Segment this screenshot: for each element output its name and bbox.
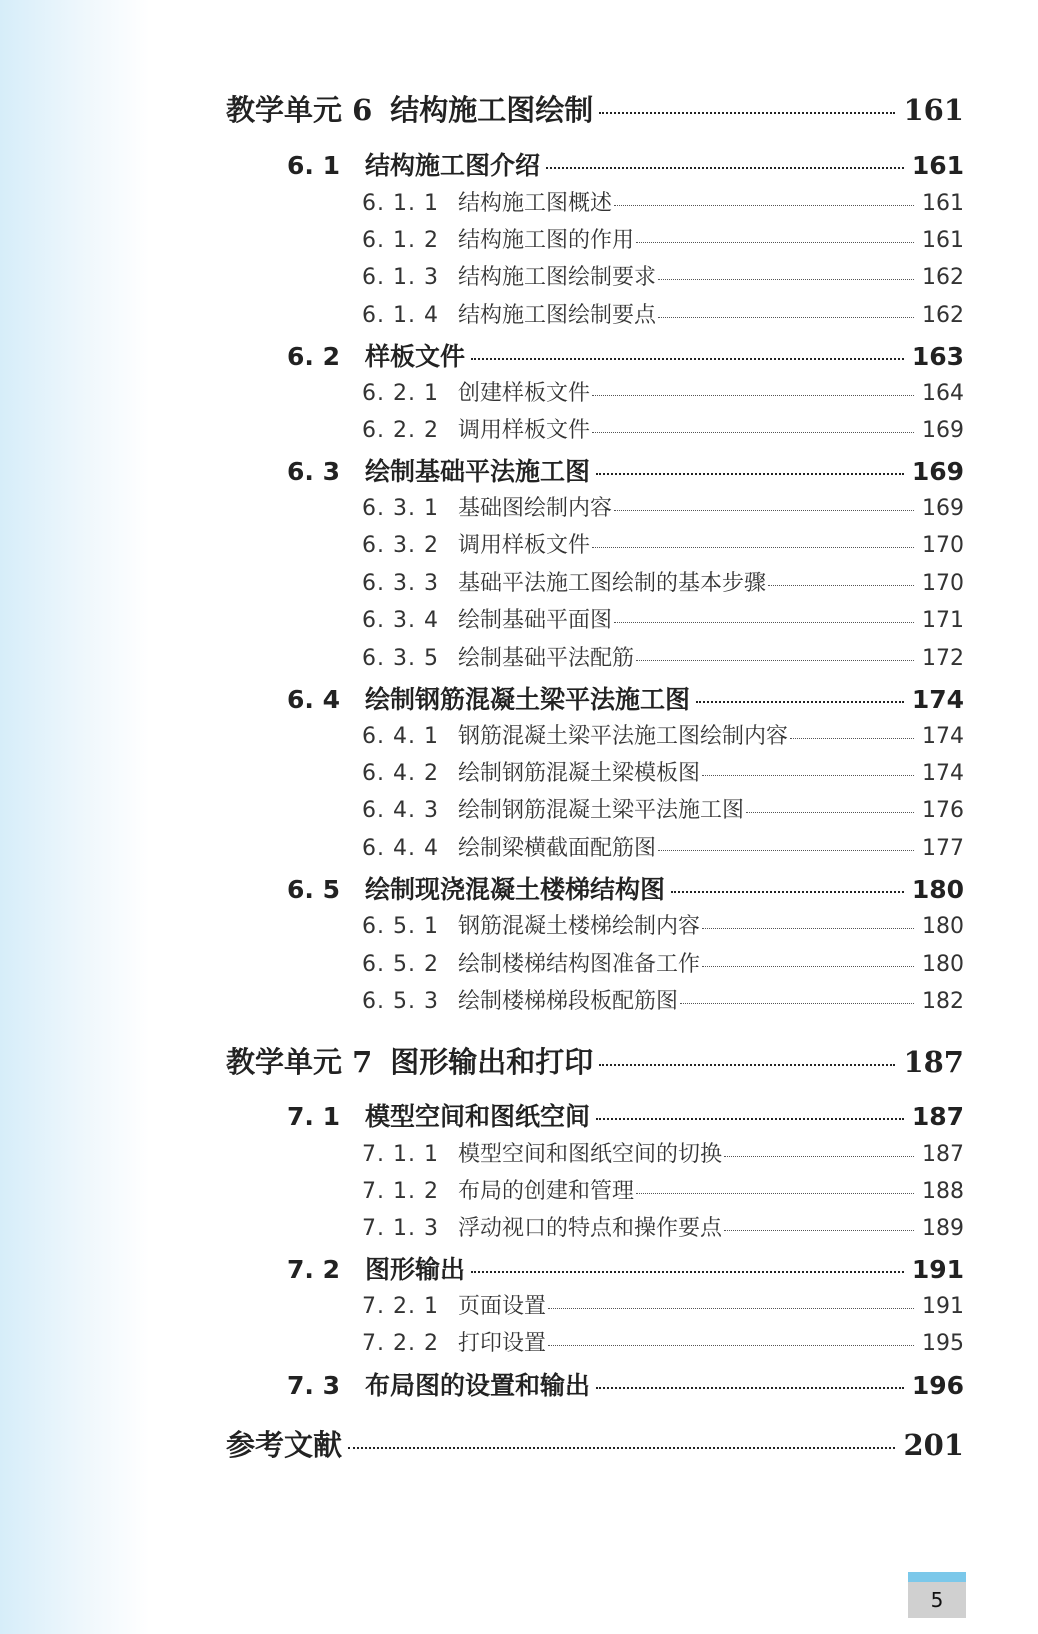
toc-entry-title: 绘制梁横截面配筋图 xyxy=(458,836,657,861)
toc-entry-sub[interactable] xyxy=(362,528,964,559)
dot-leader xyxy=(596,1118,904,1120)
toc-entry-number: 6. 4. 1 xyxy=(362,724,439,749)
toc-entry-sec[interactable] xyxy=(287,337,964,373)
toc-entry-number: 6. 5 xyxy=(287,875,340,904)
toc-entry-sub[interactable] xyxy=(362,947,964,978)
toc-entry-number: 6. 1. 1 xyxy=(362,191,439,216)
toc-entry-number: 7. 1. 3 xyxy=(362,1216,439,1241)
toc-entry-page: 169 xyxy=(922,418,964,443)
toc-entry-title: 图形输出和打印 xyxy=(390,1045,594,1079)
toc-entry-number: 6. 1. 3 xyxy=(362,265,439,290)
toc-entry-page: 187 xyxy=(922,1142,964,1167)
toc-entry-page: 163 xyxy=(911,342,964,371)
dot-leader xyxy=(671,891,904,893)
dot-leader xyxy=(471,358,904,360)
toc-entry-title: 模型空间和图纸空间的切换 xyxy=(458,1142,723,1167)
toc-entry-sub[interactable] xyxy=(362,1137,964,1168)
dot-leader xyxy=(348,1447,895,1449)
toc-entry-number: 6. 3. 5 xyxy=(362,646,439,671)
toc-entry-number: 7. 2. 1 xyxy=(362,1294,439,1319)
toc-entry-title: 绘制钢筋混凝土梁平法施工图 xyxy=(365,685,691,714)
toc-entry-sub[interactable] xyxy=(362,186,964,217)
dot-leader xyxy=(596,473,904,475)
toc-entry-number: 7. 3 xyxy=(287,1371,340,1400)
toc-entry-number: 7. 1 xyxy=(287,1102,340,1131)
toc-entry-title: 打印设置 xyxy=(458,1331,547,1356)
toc-entry-number: 6. 3. 3 xyxy=(362,571,439,596)
toc-entry-number: 6. 2. 1 xyxy=(362,381,439,406)
toc-entry-sec[interactable] xyxy=(287,1097,964,1133)
dot-leader xyxy=(471,1271,904,1273)
dot-leader xyxy=(548,1345,914,1346)
toc-entry-sec[interactable] xyxy=(287,452,964,488)
toc-entry-number: 教学单元 7 xyxy=(226,1045,373,1079)
toc-entry-title: 浮动视口的特点和操作要点 xyxy=(458,1216,723,1241)
toc-entry-sub[interactable] xyxy=(362,1211,964,1242)
toc-entry-page: 172 xyxy=(922,646,964,671)
toc-entry-page: 187 xyxy=(911,1102,964,1131)
dot-leader xyxy=(680,1003,914,1004)
toc-entry-number: 6. 2 xyxy=(287,342,340,371)
toc-entry-unit[interactable] xyxy=(226,88,964,129)
toc-entry-sec[interactable] xyxy=(287,1250,964,1286)
toc-entry-sub[interactable] xyxy=(362,984,964,1015)
toc-entry-page: 187 xyxy=(903,1045,964,1079)
toc-entry-title: 参考文献 xyxy=(226,1428,343,1462)
toc-entry-page: 180 xyxy=(922,952,964,977)
toc-entry-page: 177 xyxy=(922,836,964,861)
dot-leader xyxy=(746,812,914,813)
toc-entry-sub[interactable] xyxy=(362,1289,964,1320)
toc-entry-page: 161 xyxy=(911,151,964,180)
toc-entry-page: 188 xyxy=(922,1179,964,1204)
toc-entry-sub[interactable] xyxy=(362,641,964,672)
dot-leader xyxy=(599,112,895,114)
toc-entry-sub[interactable] xyxy=(362,260,964,291)
toc-entry-page: 201 xyxy=(903,1428,964,1462)
toc-entry-page: 191 xyxy=(911,1255,964,1284)
toc-entry-page: 196 xyxy=(911,1371,964,1400)
toc-entry-title: 绘制基础平法施工图 xyxy=(365,457,591,486)
toc-entry-number: 6. 5. 3 xyxy=(362,989,439,1014)
toc-entry-sub[interactable] xyxy=(362,719,964,750)
toc-entry-number: 6. 3. 2 xyxy=(362,533,439,558)
toc-entry-title: 绘制基础平面图 xyxy=(458,608,613,633)
dot-leader xyxy=(658,850,914,851)
toc-entry-number: 6. 5. 1 xyxy=(362,914,439,939)
toc-entry-page: 180 xyxy=(911,875,964,904)
toc-entry-number: 6. 3. 1 xyxy=(362,496,439,521)
toc-entry-page: 169 xyxy=(911,457,964,486)
toc-entry-sub[interactable] xyxy=(362,1174,964,1205)
dot-leader xyxy=(592,432,914,433)
toc-entry-title: 绘制现浇混凝土楼梯结构图 xyxy=(365,875,666,904)
toc-entry-number: 6. 4. 2 xyxy=(362,761,439,786)
toc-entry-title: 绘制基础平法配筋 xyxy=(458,646,635,671)
toc-entry-title: 页面设置 xyxy=(458,1294,547,1319)
toc-entry-page: 170 xyxy=(922,571,964,596)
toc-entry-number: 6. 1 xyxy=(287,151,340,180)
dot-leader xyxy=(724,1230,914,1231)
toc-entry-number: 6. 5. 2 xyxy=(362,952,439,977)
page-number-tab xyxy=(908,1572,966,1618)
toc-entry-page: 161 xyxy=(922,191,964,216)
toc-entry-number: 6. 4. 3 xyxy=(362,798,439,823)
dot-leader xyxy=(614,510,914,511)
toc-entry-page: 174 xyxy=(911,685,964,714)
toc-entry-title: 图形输出 xyxy=(365,1255,466,1284)
toc-entry-title: 绘制楼梯结构图准备工作 xyxy=(458,952,701,977)
toc-entry-title: 创建样板文件 xyxy=(458,381,591,406)
toc-entry-title: 调用样板文件 xyxy=(458,533,591,558)
toc-entry-sub[interactable] xyxy=(362,223,964,254)
toc-entry-number: 6. 1. 2 xyxy=(362,228,439,253)
toc-entry-title: 结构施工图绘制 xyxy=(390,93,594,127)
toc-entry-title: 绘制钢筋混凝土梁模板图 xyxy=(458,761,701,786)
toc-entry-sub[interactable] xyxy=(362,298,964,329)
dot-leader xyxy=(636,660,914,661)
dot-leader xyxy=(696,701,904,703)
dot-leader xyxy=(702,966,914,967)
toc-entry-title: 模型空间和图纸空间 xyxy=(365,1102,591,1131)
toc-entry-number: 7. 2 xyxy=(287,1255,340,1284)
toc-entry-number: 6. 4 xyxy=(287,685,340,714)
toc-entry-title: 布局的创建和管理 xyxy=(458,1179,635,1204)
toc-entry-page: 162 xyxy=(922,303,964,328)
toc-entry-title: 结构施工图介绍 xyxy=(365,151,541,180)
toc-entry-sec[interactable] xyxy=(287,870,964,906)
toc-entry-sec[interactable] xyxy=(287,1366,964,1402)
toc-entry-page: 164 xyxy=(922,381,964,406)
toc-entry-page: 191 xyxy=(922,1294,964,1319)
toc-entry-page: 189 xyxy=(922,1216,964,1241)
toc-entry-number: 6. 4. 4 xyxy=(362,836,439,861)
dot-leader xyxy=(658,279,914,280)
toc-entry-title: 结构施工图的作用 xyxy=(458,228,635,253)
dot-leader xyxy=(614,622,914,623)
toc-entry-page: 171 xyxy=(922,608,964,633)
toc-entry-title: 钢筋混凝土梁平法施工图绘制内容 xyxy=(458,724,789,749)
dot-leader xyxy=(658,317,914,318)
toc-entry-unit[interactable] xyxy=(226,1423,964,1464)
toc-entry-page: 174 xyxy=(922,724,964,749)
toc-entry-sub[interactable] xyxy=(362,831,964,862)
toc-entry-sec[interactable] xyxy=(287,680,964,716)
dot-leader xyxy=(702,928,914,929)
toc-entry-page: 176 xyxy=(922,798,964,823)
toc-entry-title: 样板文件 xyxy=(365,342,466,371)
toc-entry-page: 162 xyxy=(922,265,964,290)
page-number: 5 xyxy=(930,1588,944,1612)
toc-entry-number: 教学单元 6 xyxy=(226,93,373,127)
toc-entry-page: 169 xyxy=(922,496,964,521)
toc-entry-title: 钢筋混凝土楼梯绘制内容 xyxy=(458,914,701,939)
toc-entry-number: 6. 2. 2 xyxy=(362,418,439,443)
toc-entry-unit[interactable] xyxy=(226,1040,964,1081)
dot-leader xyxy=(768,585,914,586)
toc-entry-sub[interactable] xyxy=(362,1326,964,1357)
toc-entry-title: 调用样板文件 xyxy=(458,418,591,443)
dot-leader xyxy=(702,775,914,776)
toc-entry-sub[interactable] xyxy=(362,603,964,634)
toc-entry-number: 6. 3 xyxy=(287,457,340,486)
dot-leader xyxy=(599,1064,895,1066)
dot-leader xyxy=(724,1156,914,1157)
dot-leader xyxy=(614,205,914,206)
toc-entry-page: 182 xyxy=(922,989,964,1014)
dot-leader xyxy=(548,1308,914,1309)
dot-leader xyxy=(546,167,904,169)
toc-entry-sub[interactable] xyxy=(362,566,964,597)
toc-entry-page: 174 xyxy=(922,761,964,786)
toc-entry-page: 170 xyxy=(922,533,964,558)
dot-leader xyxy=(790,738,914,739)
toc-entry-sub[interactable] xyxy=(362,491,964,522)
toc-entry-sub[interactable] xyxy=(362,376,964,407)
toc-entry-number: 6. 1. 4 xyxy=(362,303,439,328)
dot-leader xyxy=(592,395,914,396)
toc-entry-page: 161 xyxy=(922,228,964,253)
toc-entry-sub[interactable] xyxy=(362,909,964,940)
toc-entry-sub[interactable] xyxy=(362,793,964,824)
toc-entry-sec[interactable] xyxy=(287,146,964,182)
toc-entry-number: 6. 3. 4 xyxy=(362,608,439,633)
toc-entry-page: 195 xyxy=(922,1331,964,1356)
toc-entry-title: 基础平法施工图绘制的基本步骤 xyxy=(458,571,767,596)
toc-entry-title: 绘制楼梯梯段板配筋图 xyxy=(458,989,679,1014)
toc-entry-title: 结构施工图概述 xyxy=(458,191,613,216)
dot-leader xyxy=(592,547,914,548)
dot-leader xyxy=(636,242,914,243)
toc-entry-title: 布局图的设置和输出 xyxy=(365,1371,591,1400)
toc-entry-page: 180 xyxy=(922,914,964,939)
toc-entry-title: 结构施工图绘制要求 xyxy=(458,265,657,290)
toc-entry-sub[interactable] xyxy=(362,756,964,787)
toc-entry-number: 7. 1. 1 xyxy=(362,1142,439,1167)
toc-entry-title: 基础图绘制内容 xyxy=(458,496,613,521)
toc-entry-page: 161 xyxy=(903,93,964,127)
toc-entry-sub[interactable] xyxy=(362,413,964,444)
dot-leader xyxy=(636,1193,914,1194)
toc-entry-title: 绘制钢筋混凝土梁平法施工图 xyxy=(458,798,745,823)
toc-entry-title: 结构施工图绘制要点 xyxy=(458,303,657,328)
toc-entry-number: 7. 1. 2 xyxy=(362,1179,439,1204)
dot-leader xyxy=(596,1387,904,1389)
toc-entry-number: 7. 2. 2 xyxy=(362,1331,439,1356)
